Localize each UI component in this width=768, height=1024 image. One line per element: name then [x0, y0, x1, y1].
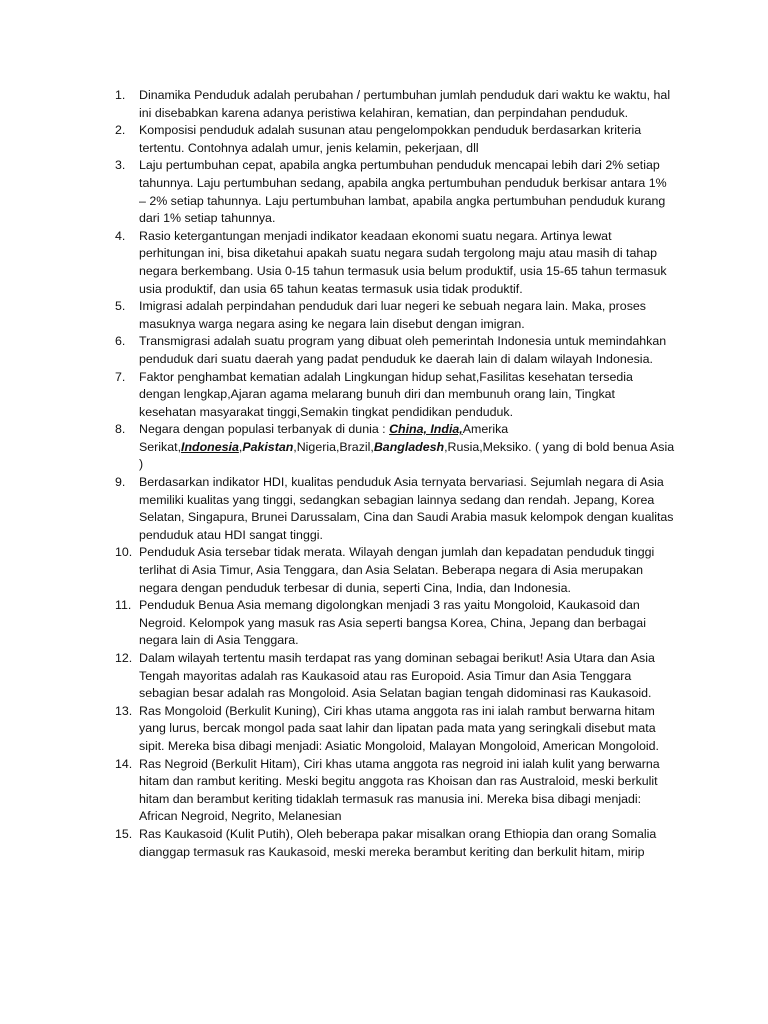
emphasized-country: Pakistan	[242, 439, 294, 454]
list-item-number: 14.	[115, 756, 133, 771]
list-item-number: 5.	[115, 299, 126, 314]
list-item	[115, 228, 675, 298]
list-item-number: 10.	[115, 545, 133, 560]
list-item	[115, 544, 675, 597]
list-item-number: 11.	[115, 598, 132, 613]
list-item-number: 9.	[115, 475, 126, 490]
list-item-text: Laju pertumbuhan cepat, apabila angka pertumbuhan penduduk mencapai lebih dari 2% setiap tahunnya. Laju pertumbuhan sedang, apabila angka pertumbuhan penduduk berkisar antara 1% – 2% setiap tahunnya. Laju pertumbuhan lambat, apabila angka pertumbuhan penduduk kurang dari 1% setiap tahunnya.	[139, 158, 667, 226]
list-item	[115, 87, 675, 122]
list-item-number: 3.	[115, 158, 126, 173]
list-item	[115, 826, 675, 861]
list-item-number: 6.	[115, 334, 126, 349]
emphasized-country: Indonesia	[181, 439, 239, 454]
list-item	[115, 298, 675, 333]
list-item	[115, 333, 675, 368]
list-item-text: Dalam wilayah tertentu masih terdapat ras yang dominan sebagai berikut! Asia Utara dan Asia Tengah mayoritas adalah ras Kaukasoid atau ras Europoid. Asia Timur dan Asia Tenggara sebagian besar adalah ras Mongoloid. Asia Selatan bagian tengah didominasi ras Kaukasoid.	[139, 651, 655, 701]
list-item-text: Penduduk Benua Asia memang digolongkan menjadi 3 ras yaitu Mongoloid, Kaukasoid dan Negroid. Kelompok yang masuk ras Asia seperti bangsa Korea, China, Jepang dan berbagai negara lain di Asia Tenggara.	[139, 598, 646, 648]
list-item-text: Berdasarkan indikator HDI, kualitas penduduk Asia ternyata bervariasi. Sejumlah negara di Asia memiliki kualitas yang tinggi, sedangkan sebagian lainnya sedang dan rendah. Jepang, Korea Selatan, Singapura, Brunei Darussalam, Cina dan Saudi Arabia masuk kelompok dengan kualitas penduduk atau HDI sangat tinggi.	[139, 475, 674, 542]
text-run: ,Nigeria,Brazil,	[293, 439, 374, 454]
emphasized-country: Bangladesh	[373, 439, 445, 454]
text-run: Negara dengan populasi terbanyak di dunia :	[139, 422, 390, 437]
text-run: ,	[238, 439, 243, 454]
list-item	[115, 157, 675, 227]
list-item-text: Komposisi penduduk adalah susunan atau pengelompokkan penduduk berdasarkan kriteria tertentu. Contohnya adalah umur, jenis kelamin, pekerjaan, dll	[139, 123, 642, 155]
numbered-list	[115, 87, 675, 861]
list-item-text: Ras Mongoloid (Berkulit Kuning), Ciri khas utama anggota ras ini ialah rambut berwarna hitam yang lurus, bercak mongol pada saat lahir dan lipatan pada mata yang seringkali disebut mata sipit. Mereka bisa dibagi menjadi: Asiatic Mongoloid, Malayan Mongoloid, American Mongoloid.	[139, 703, 659, 753]
list-item	[115, 650, 675, 703]
list-item	[115, 369, 675, 422]
list-item	[115, 597, 675, 650]
list-item-number: 4.	[115, 228, 126, 243]
list-item-number: 12.	[115, 651, 133, 665]
list-item-text: Imigrasi adalah perpindahan penduduk dari luar negeri ke sebuah negara lain. Maka, proses masuknya warga negara asing ke negara lain disebut dengan imigran.	[139, 299, 646, 331]
emphasized-country: China, India,	[389, 422, 463, 437]
text-run: ,Rusia,Meksiko. ( yang di bold benua Asia )	[139, 439, 675, 472]
list-item-text: Ras Kaukasoid (Kulit Putih), Oleh beberapa pakar misalkan orang Ethiopia dan orang Somalia dianggap termasuk ras Kaukasoid, meski mereka berambut keriting dan berkulit hitam, mirip	[139, 826, 657, 859]
list-item-number: 13.	[115, 703, 133, 718]
list-item-number: 8.	[115, 422, 126, 437]
list-item-text	[139, 421, 675, 474]
list-item-text: Transmigrasi adalah suatu program yang dibuat oleh pemerintah Indonesia untuk memindahkan penduduk dari suatu daerah yang padat penduduk ke daerah lain di dalam wilayah Indonesia.	[139, 334, 667, 366]
list-item-number: 1.	[115, 88, 126, 102]
list-item-text: Penduduk Asia tersebar tidak merata. Wilayah dengan jumlah dan kepadatan penduduk tinggi terlihat di Asia Timur, Asia Tenggara, dan Asia Selatan. Beberapa negara di Asia merupakan negara dengan penduduk terbesar di dunia, seperti Cina, India, dan Indonesia.	[139, 545, 655, 595]
list-item-number: 15.	[115, 826, 133, 841]
text-run: Amerika Serikat,	[139, 422, 509, 454]
list-item-number: 2.	[115, 123, 126, 138]
list-item	[115, 421, 675, 474]
list-item-number: 7.	[115, 369, 126, 384]
list-item	[115, 122, 675, 157]
list-item	[115, 756, 675, 826]
list-item-text: Rasio ketergantungan menjadi indikator keadaan ekonomi suatu negara. Artinya lewat perhitungan ini, bisa diketahui apakah suatu negara sudah tergolong maju atau masih di tahap negara berkembang. Usia 0-15 tahun termasuk usia belum produktif, usia 15-65 tahun termasuk usia produktif, dan usia 65 tahun keatas termasuk usia tidak produktif.	[139, 228, 667, 296]
list-item	[115, 703, 675, 756]
list-item-text: Dinamika Penduduk adalah perubahan / pertumbuhan jumlah penduduk dari waktu ke waktu, hal ini disebabkan karena adanya peristiwa kelahiran, kematian, dan perpindahan penduduk.	[139, 88, 671, 120]
list-item	[115, 474, 675, 544]
list-item-text: Faktor penghambat kematian adalah Lingkungan hidup sehat,Fasilitas kesehatan tersedia dengan lengkap,Ajaran agama melarang bunuh diri dan membunuh orang lain, Tingkat kesehatan masyarakat tinggi,Semakin tingkat pendidikan penduduk.	[139, 369, 633, 419]
list-item-text: Ras Negroid (Berkulit Hitam), Ciri khas utama anggota ras negroid ini ialah kulit yang berwarna hitam dan rambut keriting. Meski begitu anggota ras Khoisan dan ras Australoid, meski berkulit hitam dan berambut keriting tidaklah termasuk ras manusia ini. Mereka bisa dibagi menjadi: African Negroid, Negrito, Melanesian	[139, 756, 660, 824]
